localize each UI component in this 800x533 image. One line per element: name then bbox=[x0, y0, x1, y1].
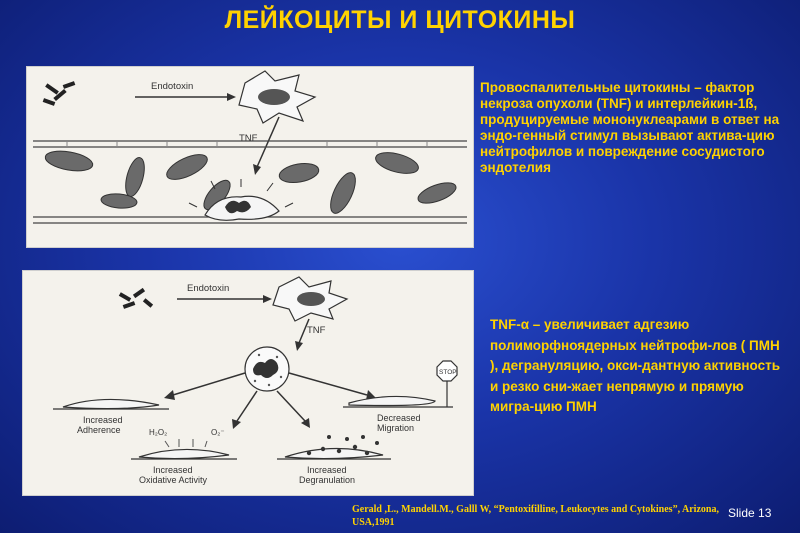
slide-title: ЛЕЙКОЦИТЫ И ЦИТОКИНЫ bbox=[224, 6, 576, 34]
tnf-effects-diagram bbox=[22, 270, 474, 496]
citation: Gerald ,L., Mandell.M., Galll W, “Pentoxifilline, Leukocytes and Cytokines”, Arizona, USA,1991 bbox=[352, 504, 719, 528]
adherent-cell bbox=[63, 399, 159, 408]
central-neutrophil bbox=[245, 347, 289, 391]
endotoxin-label: Endotoxin bbox=[151, 81, 194, 92]
slide-number: Slide 13 bbox=[728, 506, 772, 520]
oxidative-label-1: Increased bbox=[153, 465, 193, 475]
vessel-illustration bbox=[27, 67, 473, 247]
macrophage-nucleus bbox=[258, 89, 290, 105]
bacteria-icon bbox=[119, 288, 153, 309]
degranulation-label-2: Degranulation bbox=[299, 475, 356, 485]
adherence-label-2: Adherence bbox=[77, 425, 121, 435]
endotoxin-tnf-diagram bbox=[26, 66, 474, 248]
migration-label-1: Decreased bbox=[377, 413, 421, 423]
o2-label: O₂⁻ bbox=[211, 428, 225, 437]
neutrophil-effects-illustration bbox=[23, 271, 473, 495]
migrating-cell bbox=[349, 396, 435, 405]
migration-label-2: Migration bbox=[377, 423, 415, 433]
oxidative-cell bbox=[139, 449, 229, 458]
oxidative-rays bbox=[165, 439, 207, 447]
proinflammatory-cytokines-text: Провоспалительные цитокины – фактор некроза опухоли (TNF) и интерлейкин-1ß, продуцируемые мононуклеарами в ответ на эндо-генный стимул вызывают актива-цию нейтрофилов и повреждение сосудистого эндотелия bbox=[480, 80, 780, 175]
tnf-alpha-effects-text: TNF-α – увеличивает адгезию полиморфноядерных нейтрофи-лов ( ПМН ), дегрануляцию, окси-дантную активность и резко сни-жает непрямую и прямую мигра-цию ПМН bbox=[490, 317, 781, 414]
tnf-label: TNF bbox=[307, 325, 326, 336]
macrophage-nucleus bbox=[297, 292, 325, 306]
stop-sign-label: STOP bbox=[439, 369, 457, 376]
degranulation-label-1: Increased bbox=[307, 465, 347, 475]
endotoxin-label: Endotoxin bbox=[187, 283, 230, 294]
bacteria-icon bbox=[43, 81, 76, 106]
oxidative-label-2: Oxidative Activity bbox=[139, 475, 208, 485]
h2o2-label: H₂O₂ bbox=[149, 428, 168, 437]
adherence-label-1: Increased bbox=[83, 415, 123, 425]
tnf-label: TNF bbox=[239, 133, 258, 144]
